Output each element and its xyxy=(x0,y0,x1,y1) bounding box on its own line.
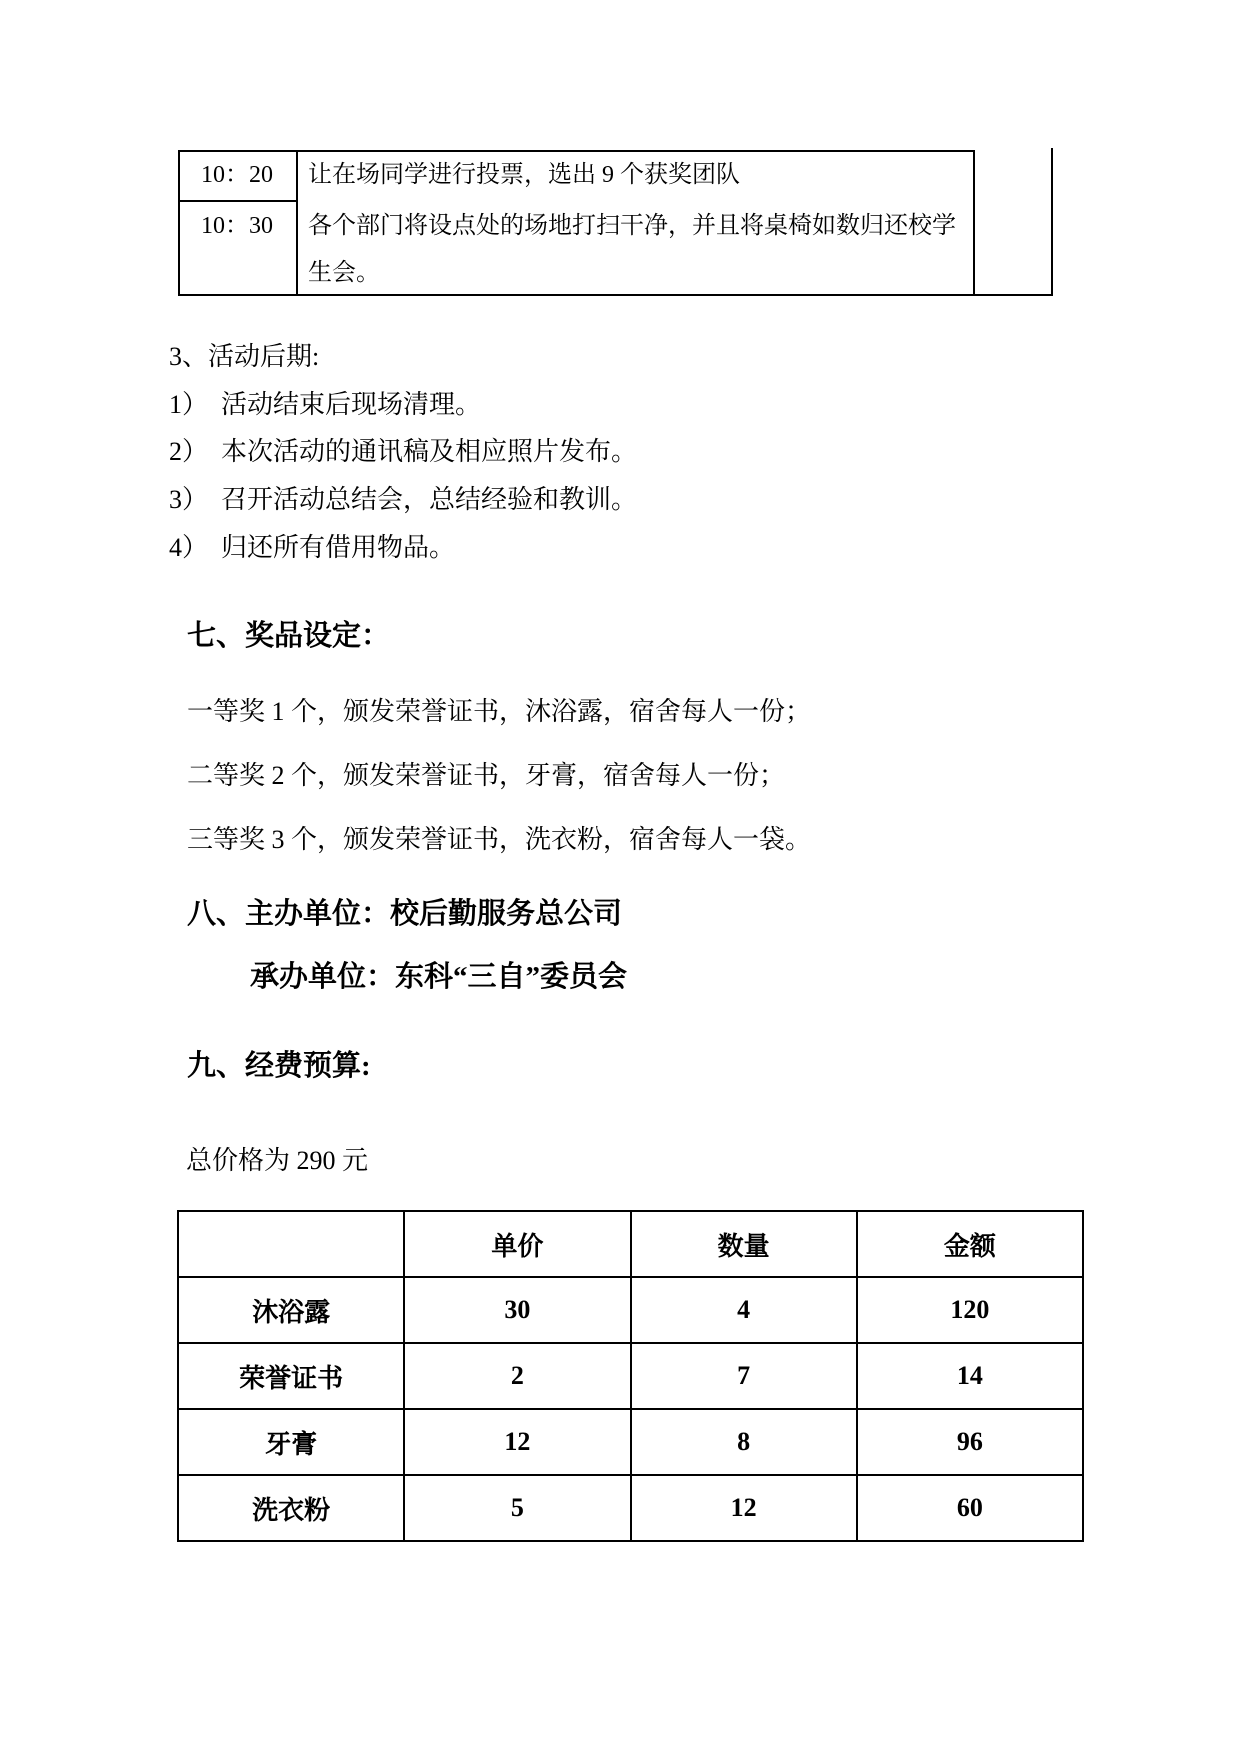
section-heading-budget: 九、经费预算: xyxy=(187,1050,371,1082)
budget-header-row xyxy=(178,1211,1083,1277)
budget-unit-price: 5 xyxy=(404,1475,630,1541)
budget-unit-price: 12 xyxy=(404,1409,630,1475)
budget-unit-price: 2 xyxy=(404,1343,630,1409)
schedule-desc-cell-wrap: 生会。 xyxy=(308,260,380,286)
schedule-time-cell: 10：30 xyxy=(201,213,273,239)
list-item: 4） 归还所有借用物品。 xyxy=(169,533,456,562)
budget-quantity: 12 xyxy=(631,1475,857,1541)
budget-header-item xyxy=(178,1211,404,1277)
budget-quantity: 4 xyxy=(631,1277,857,1343)
budget-amount: 14 xyxy=(857,1343,1083,1409)
table-row xyxy=(178,1409,1083,1475)
budget-item-name: 荣誉证书 xyxy=(178,1343,404,1409)
schedule-border-bottom xyxy=(178,294,1053,296)
table-row xyxy=(178,1475,1083,1541)
schedule-divider-time-col xyxy=(296,150,298,296)
list-item: 1） 活动结束后现场清理。 xyxy=(169,390,482,419)
budget-total-line: 总价格为 290 元 xyxy=(186,1146,369,1175)
list-item: 3） 召开活动总结会，总结经验和教训。 xyxy=(169,485,638,514)
table-row xyxy=(178,1343,1083,1409)
schedule-table xyxy=(178,150,1053,296)
budget-header-quantity: 数量 xyxy=(631,1211,857,1277)
budget-table xyxy=(177,1210,1084,1542)
schedule-divider-desc-col xyxy=(973,150,975,296)
schedule-desc-cell: 各个部门将设点处的场地打扫干净，并且将桌椅如数归还校学 xyxy=(308,213,956,239)
section-heading-host-unit: 八、主办单位：校后勤服务总公司 xyxy=(187,898,623,930)
budget-item-name: 洗衣粉 xyxy=(178,1475,404,1541)
budget-quantity: 8 xyxy=(631,1409,857,1475)
undertaker-unit-line: 承办单位：东科“三自”委员会 xyxy=(250,961,628,993)
prize-line-first: 一等奖 1 个，颁发荣誉证书，沐浴露，宿舍每人一份； xyxy=(187,697,812,726)
schedule-row-divider xyxy=(178,200,298,202)
schedule-desc-cell: 让在场同学进行投票，选出 9 个获奖团队 xyxy=(308,162,740,188)
budget-quantity: 7 xyxy=(631,1343,857,1409)
budget-header-amount: 金额 xyxy=(857,1211,1083,1277)
list-item: 2） 本次活动的通讯稿及相应照片发布。 xyxy=(169,437,638,466)
budget-item-name: 沐浴露 xyxy=(178,1277,404,1343)
budget-header-unit-price: 单价 xyxy=(404,1211,630,1277)
budget-item-name: 牙膏 xyxy=(178,1409,404,1475)
schedule-time-cell: 10：20 xyxy=(201,162,273,188)
prize-line-second: 二等奖 2 个，颁发荣誉证书，牙膏，宿舍每人一份； xyxy=(187,761,786,790)
budget-unit-price: 30 xyxy=(404,1277,630,1343)
budget-amount: 60 xyxy=(857,1475,1083,1541)
post-activity-title: 3、活动后期: xyxy=(169,342,320,371)
budget-amount: 96 xyxy=(857,1409,1083,1475)
budget-amount: 120 xyxy=(857,1277,1083,1343)
section-heading-prizes: 七、奖品设定： xyxy=(187,620,391,652)
prize-line-third: 三等奖 3 个，颁发荣誉证书，洗衣粉，宿舍每人一袋。 xyxy=(187,825,812,854)
table-row xyxy=(178,1277,1083,1343)
schedule-border-right xyxy=(1051,148,1053,296)
